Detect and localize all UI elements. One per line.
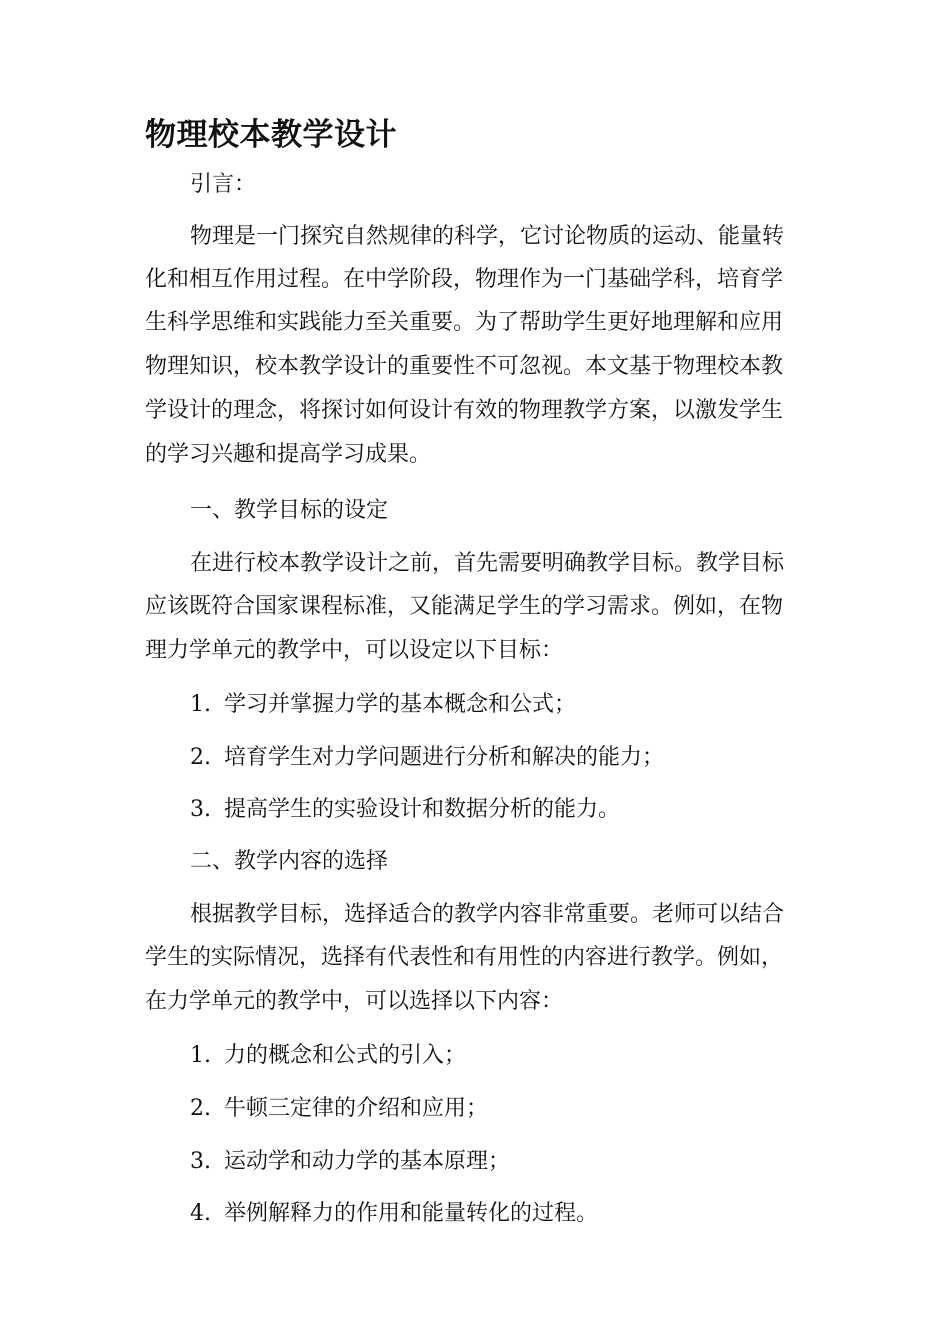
paragraph-line: 理力学单元的教学中，可以设定以下目标：: [145, 638, 564, 663]
paragraph-line: 物理知识，校本教学设计的重要性不可忽视。本文基于物理校本教: [145, 354, 784, 379]
list-item-text: 牛顿三定律的介绍和应用；: [224, 1096, 489, 1121]
section-heading-1: 一、教学目标的设定: [190, 498, 389, 523]
list-item-text: 运动学和动力学的基本原理；: [224, 1149, 511, 1174]
list-item-text: 学习并掌握力学的基本概念和公式；: [224, 692, 577, 717]
paragraph-line: 应该既符合国家课程标准，又能满足学生的学习需求。例如，在物: [145, 594, 784, 619]
paragraph-line: 化和相互作用过程。在中学阶段，物理作为一门基础学科，培育学: [145, 267, 784, 292]
list-item-text: 力的概念和公式的引入；: [224, 1043, 467, 1068]
list-item-text: 提高学生的实验设计和数据分析的能力。: [224, 797, 621, 822]
list-item-text: 培育学生对力学问题进行分析和解决的能力；: [224, 745, 665, 770]
paragraph-line: 在进行校本教学设计之前，首先需要明确教学目标。教学目标: [190, 551, 785, 576]
paragraph-line: 生科学思维和实践能力至关重要。为了帮助学生更好地理解和应用: [145, 310, 784, 335]
list-item: [190, 1197, 598, 1231]
section-heading-2: 二、教学内容的选择: [190, 849, 389, 874]
paragraph-line: 学生的实际情况，选择有代表性和有用性的内容进行教学。例如，: [145, 945, 784, 970]
list-item-number: 4.: [190, 1201, 211, 1226]
list-item-number: 2.: [190, 1096, 211, 1121]
list-item-number: 1.: [190, 692, 211, 717]
list-item-number: 3.: [190, 797, 211, 822]
paragraph-line: 在力学单元的教学中，可以选择以下内容：: [145, 989, 564, 1014]
list-item-number: 1.: [190, 1043, 211, 1068]
paragraph-line: 学设计的理念，将探讨如何设计有效的物理教学方案，以激发学生: [145, 398, 784, 423]
list-item: [190, 793, 620, 827]
list-item-text: 举例解释力的作用和能量转化的过程。: [224, 1201, 599, 1226]
paragraph-line: 根据教学目标，选择适合的教学内容非常重要。老师可以结合: [190, 902, 785, 927]
list-item-number: 2.: [190, 745, 211, 770]
paragraph-line: 的学习兴趣和提高学习成果。: [145, 442, 432, 467]
paragraph-line: 物理是一门探究自然规律的科学，它讨论物质的运动、能量转: [190, 224, 785, 249]
list-item: [190, 688, 576, 722]
list-item: [190, 1145, 510, 1179]
list-item: [190, 1092, 488, 1126]
list-item-number: 3.: [190, 1149, 211, 1174]
document-title: 物理校本教学设计: [145, 117, 397, 153]
list-item: [190, 741, 664, 775]
intro-label: 引言：: [190, 172, 257, 197]
list-item: [190, 1039, 466, 1073]
